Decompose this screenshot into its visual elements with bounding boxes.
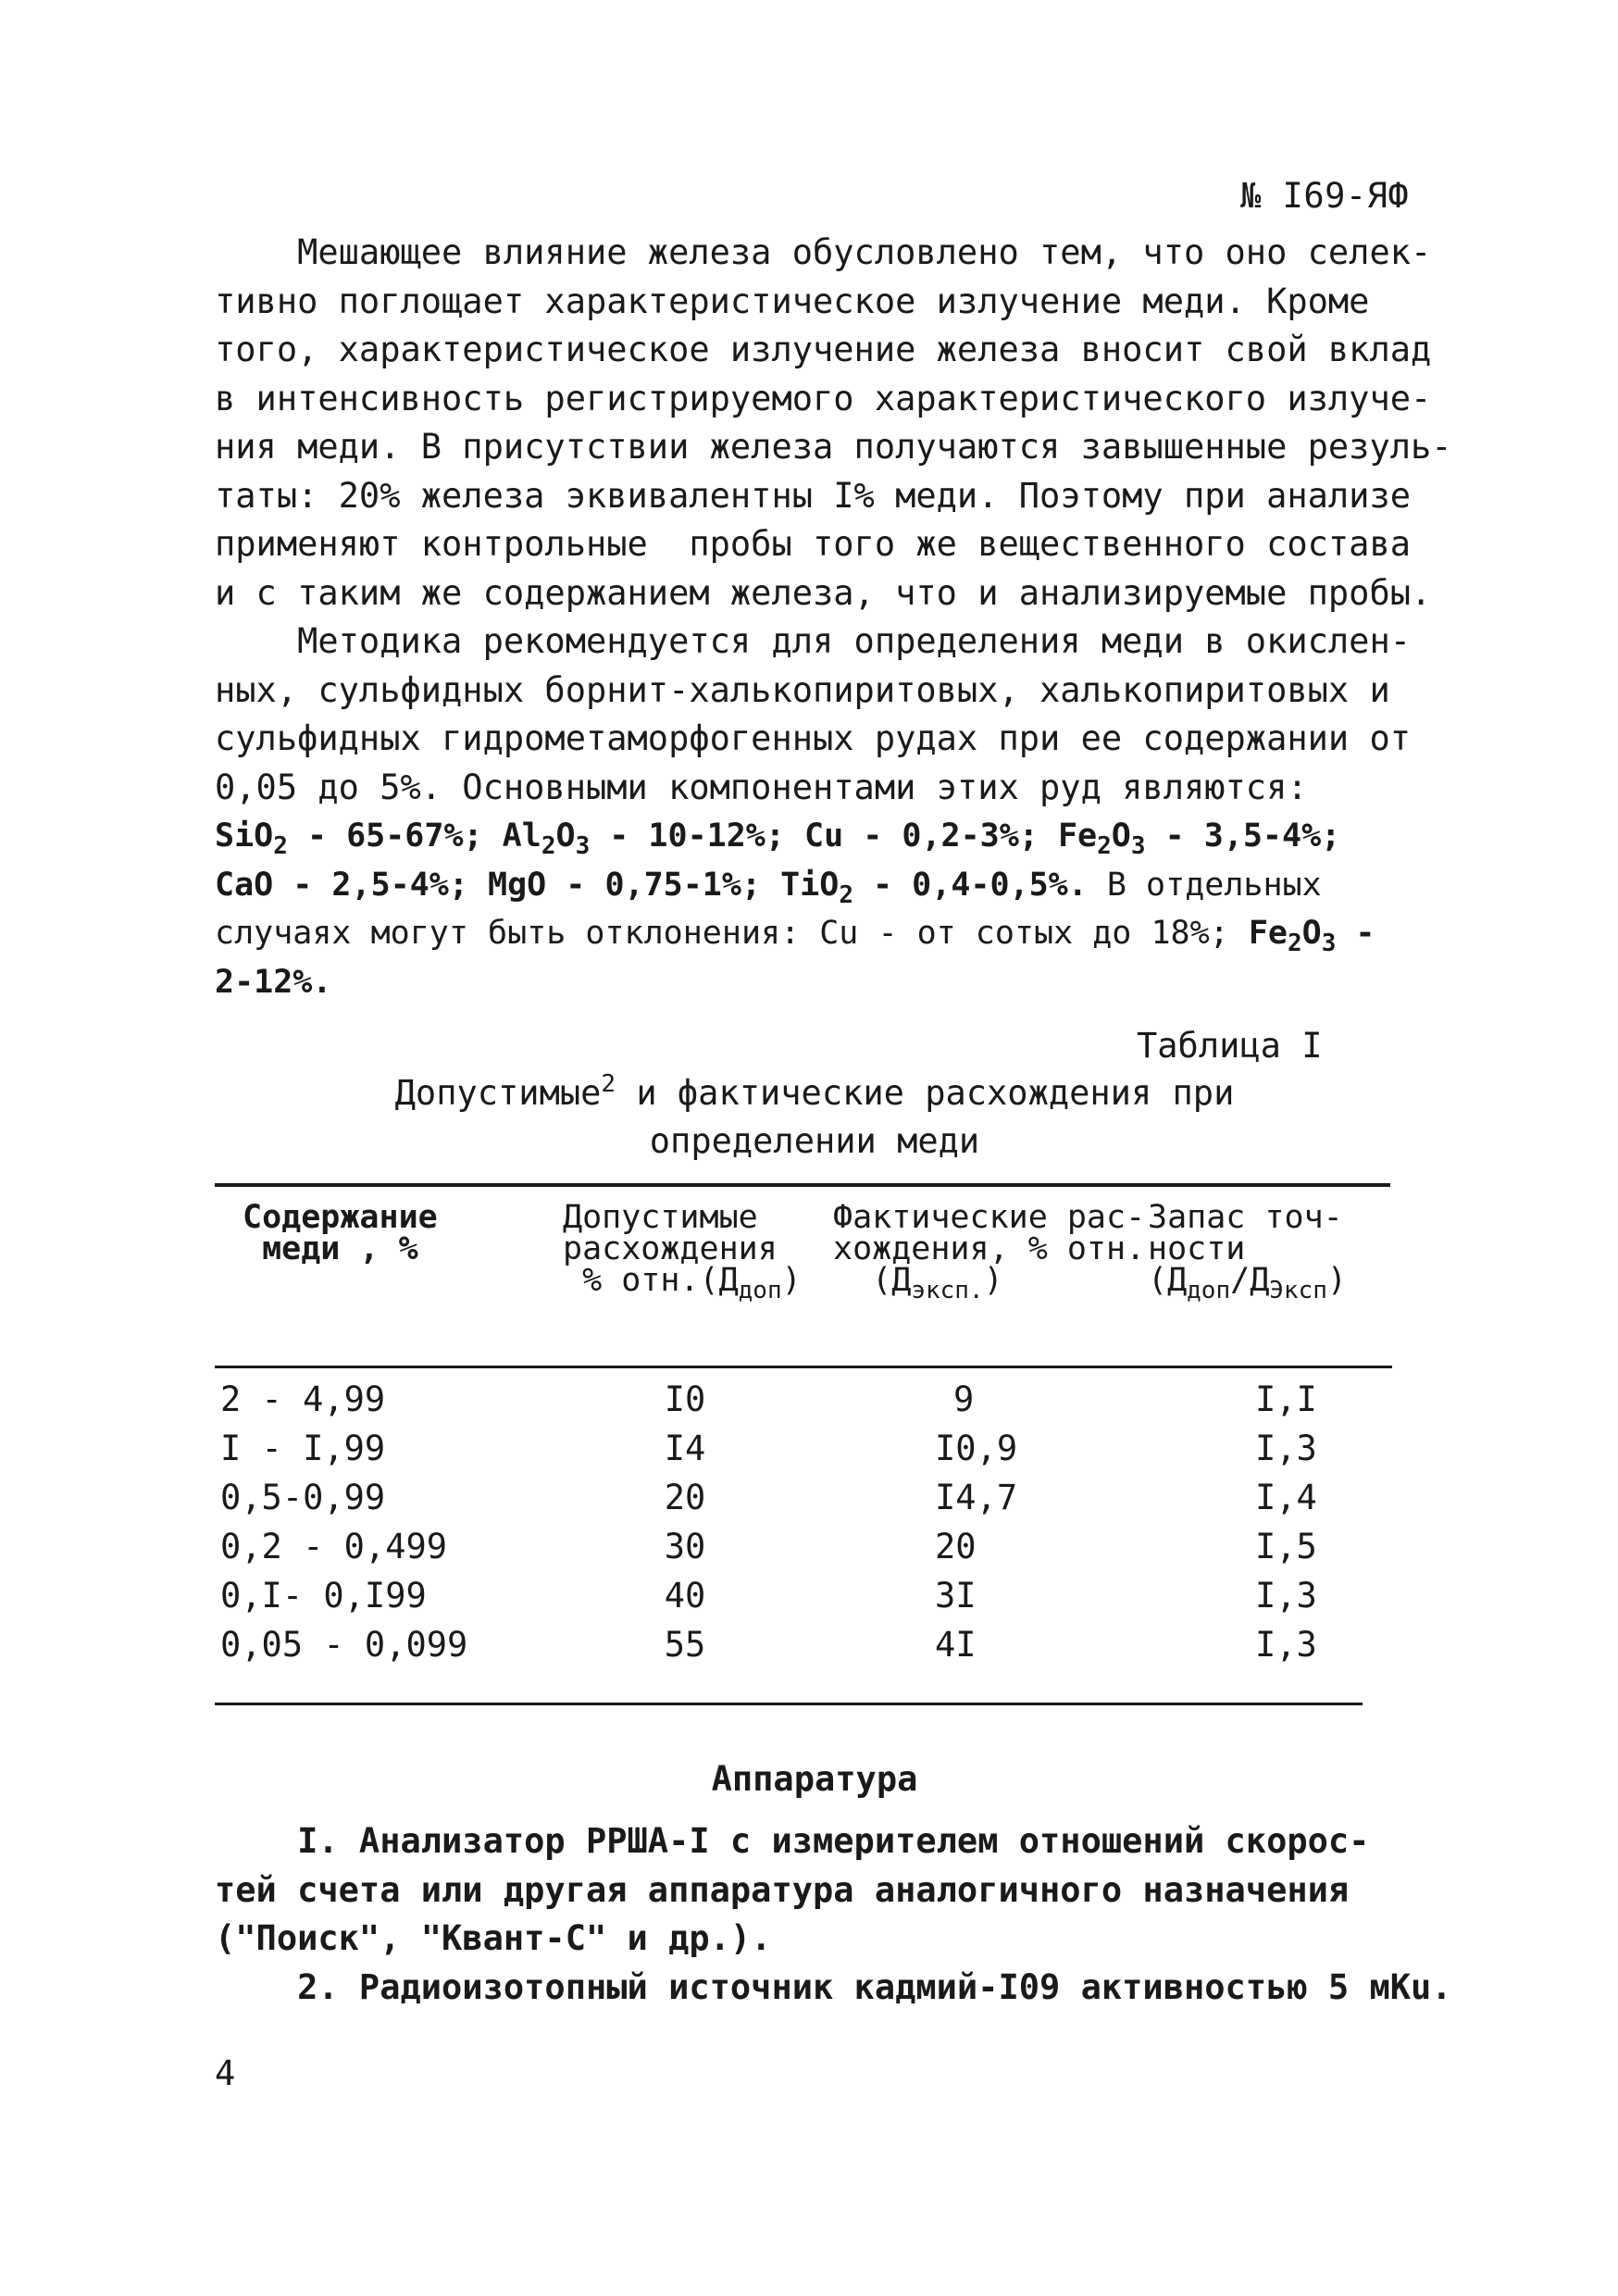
- text-line: ния меди. В присутствии железа получаются завышенные резуль-: [215, 427, 1452, 467]
- cell-allowed-deviation: 40: [664, 1576, 706, 1616]
- table-top-rule: [215, 1183, 1390, 1187]
- cell-accuracy-margin: I,I: [1255, 1379, 1317, 1419]
- table-row: [0, 1527, 1618, 1575]
- cell-copper-content: I - I,99: [220, 1429, 386, 1468]
- cell-actual-deviation: I4,7: [935, 1478, 1018, 1517]
- cell-actual-deviation: I0,9: [935, 1429, 1018, 1468]
- text-line: таты: 20% железа эквивалентны I% меди. Поэтому при анализе: [215, 475, 1412, 516]
- text-line: 2. Радиоизотопный источник кадмий-I09 активностью 5 мКu.: [215, 1966, 1452, 2007]
- table-row: [0, 1379, 1618, 1428]
- text-line: сульфидных гидрометаморфогенных рудах при ее содержании от: [215, 718, 1412, 758]
- cell-copper-content: 0,5-0,99: [220, 1478, 386, 1517]
- composition-line: случаях могут быть отклонения: Cu - от сотых до 18%; $Fe_2O_3$ -: [215, 915, 1375, 957]
- cell-copper-content: 0,05 - 0,099: [220, 1625, 468, 1665]
- paragraph-apparatus-list: [215, 1817, 1452, 2012]
- text-line: того, характеристическое излучение железа вносит свой вклад: [215, 330, 1432, 369]
- cell-actual-deviation: 3I: [935, 1576, 977, 1616]
- text-line: ных, сульфидных борнит-халькопиритовых, халькопиритовых и: [215, 669, 1390, 710]
- cell-accuracy-margin: I,4: [1255, 1478, 1317, 1517]
- table-row: [0, 1625, 1618, 1673]
- table-row: [0, 1478, 1618, 1526]
- column-header-copper-content: Содержание меди , %: [243, 1199, 438, 1267]
- text-line: в интенсивность регистрируемого характеристического излуче-: [215, 378, 1432, 418]
- table-bottom-rule: [215, 1703, 1363, 1705]
- composition-line: 2-12%.: [215, 963, 332, 1001]
- cell-actual-deviation: 4I: [935, 1625, 977, 1665]
- cell-accuracy-margin: I,3: [1255, 1625, 1317, 1665]
- text-line: тей счета или другая аппаратура аналогичного назначения: [215, 1869, 1350, 1910]
- paragraph-method-scope: [215, 618, 1418, 1006]
- table-title-line: Допустимые$^2$ и фактические расхождения при: [394, 1070, 1235, 1113]
- column-header-actual-deviation: Фактические рас- хождения, % отн. $(Д_{эксп.})$: [833, 1199, 1146, 1304]
- column-header-allowed-deviation: Допустимые расхождения % $отн.(Д_{доп})$: [563, 1199, 802, 1304]
- text-line: Мешающее влияние железа обусловлено тем, что оно селек-: [215, 232, 1432, 272]
- cell-copper-content: 0,I- 0,I99: [220, 1576, 427, 1616]
- text-line: 0,05 до 5%. Основными компонентами этих руд являются:: [215, 767, 1308, 807]
- table-caption: Таблица I: [1137, 1026, 1323, 1066]
- cell-accuracy-margin: I,3: [1255, 1576, 1317, 1616]
- cell-actual-deviation: 9: [953, 1379, 975, 1419]
- table-row: [0, 1429, 1618, 1477]
- table-header-rule: [215, 1366, 1392, 1368]
- cell-allowed-deviation: I0: [664, 1379, 706, 1419]
- text-line: ("Поиск", "Квант-С" и др.).: [215, 1918, 772, 1958]
- table-title: [215, 1069, 1414, 1166]
- cell-allowed-deviation: 20: [664, 1478, 706, 1517]
- composition-line: SiO$_2$ - 65-67%; $Al_2O_3 - 10-12\%$; Cu - 0,2-3%; $Fe_2O_3 - 3,5-4\%$;: [215, 817, 1341, 860]
- paragraph-iron-interference: [215, 229, 1452, 618]
- text-line: применяют контрольные пробы того же вещественного состава: [215, 524, 1412, 564]
- cell-actual-deviation: 20: [935, 1527, 977, 1566]
- table-row: [0, 1576, 1618, 1624]
- text-line: Методика рекомендуется для определения меди в окислен-: [215, 621, 1412, 661]
- cell-accuracy-margin: I,5: [1255, 1527, 1317, 1566]
- cell-allowed-deviation: 30: [664, 1527, 706, 1566]
- cell-accuracy-margin: I,3: [1255, 1429, 1317, 1468]
- text-line: I. Анализатор РРША-I с измерителем отношений скорос-: [215, 1821, 1370, 1861]
- text-line: и с таким же содержанием железа, что и анализируемые пробы.: [215, 572, 1432, 613]
- cell-allowed-deviation: 55: [664, 1625, 706, 1665]
- cell-allowed-deviation: I4: [664, 1429, 706, 1468]
- section-heading-apparatus: Аппаратура: [711, 1759, 918, 1799]
- cell-copper-content: 0,2 - 0,499: [220, 1527, 448, 1566]
- column-header-accuracy-margin: Запас точ- ности $(Д_{доп}/Д_{Эксп})$: [1148, 1199, 1347, 1304]
- text-line: тивно поглощает характеристическое излучение меди. Кроме: [215, 281, 1370, 321]
- table-title-line: определении меди: [649, 1121, 980, 1161]
- cell-copper-content: 2 - 4,99: [220, 1379, 386, 1419]
- document-number: № I69-ЯФ: [1240, 176, 1410, 216]
- page-number: 4: [215, 2053, 236, 2093]
- composition-line: CaO - 2,5-4%; MgO - 0,75-1%; TiO$_2$ - 0,4-0,5%. В отдельных: [215, 866, 1322, 909]
